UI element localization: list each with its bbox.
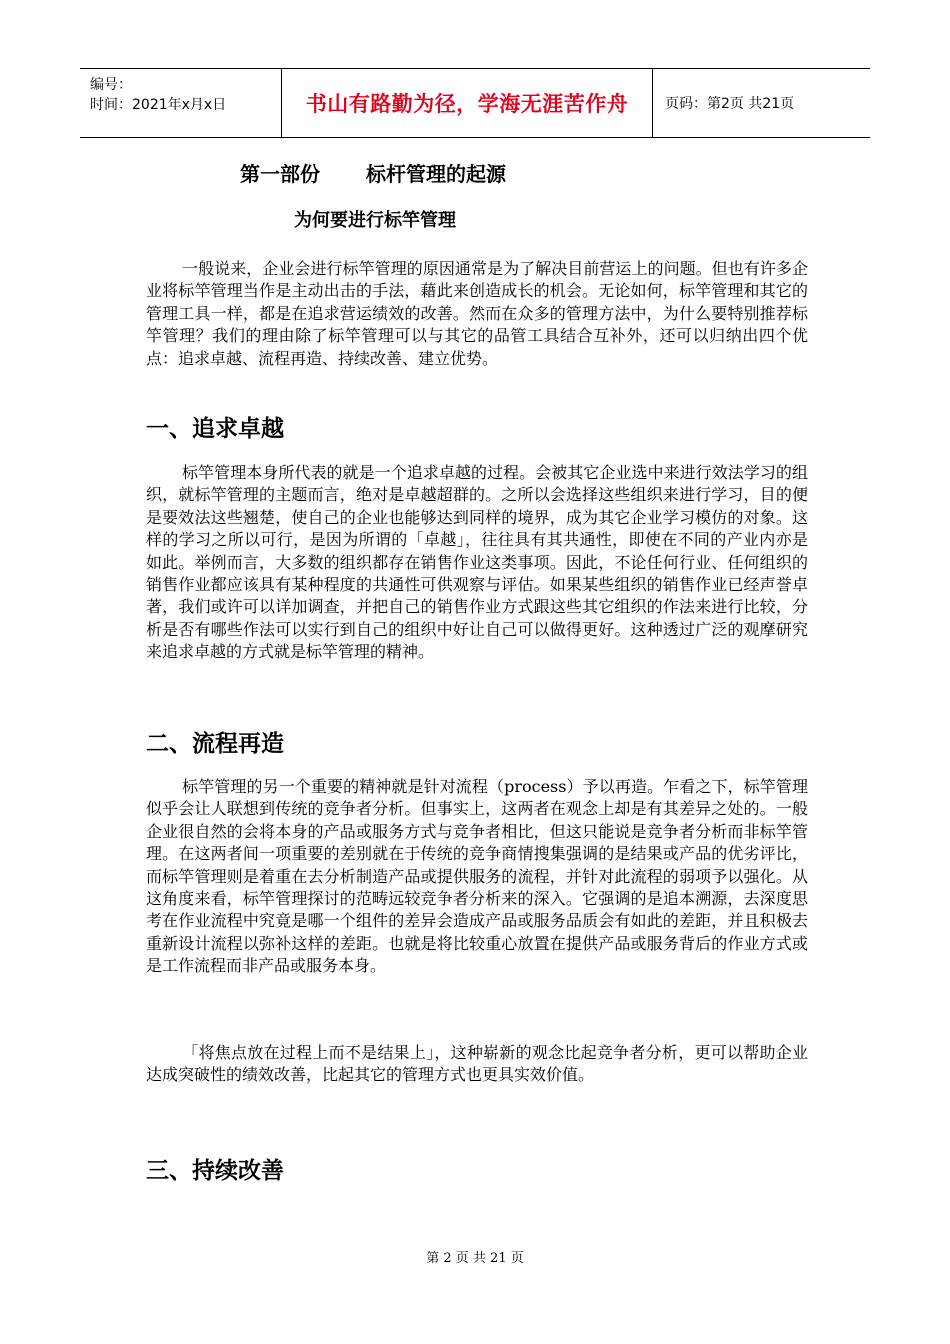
section-paragraph: 标竿管理的另一个重要的精神就是针对流程（process）予以再造。乍看之下，标竿管理似乎会让人联想到传统的竞争者分析。但事实上，这两者在观念上却是有其差异之处的。一般企业很自然的会将本身的产品或服务方式与竞争者相比，但这只能说是竞争者分析而非标竿管理。在这两者间一项重要的差别就在于传统的竞争商情搜集强调的是结果或产品的优劣评比，而标竿管理则是着重在去分析制造产品或提供服务的流程，并针对此流程的弱项予以强化。从这角度来看，标竿管理探讨的范畴远较竞争者分析来的深入。它强调的是追本溯源，去深度思考在作业流程中究竟是哪一个组件的差异会造成产品或服务品质会有如此的差距，并且积极去重新设计流程以弥补这样的差距。也就是将比较重心放置在提供产品或服务背后的作业方式或是工作流程而非产品或服务本身。: [146, 777, 808, 976]
part-number: 第一部份: [240, 162, 320, 186]
intro-paragraph: 一般说来，企业会进行标竿管理的原因通常是为了解决目前营运上的问题。但也有许多企业将标竿管理当作是主动出击的手法，藉此来创造成长的机会。无论如何，标竿管理和其它的管理工具一样，都是在追求营运绩效的改善。然而在众多的管理方法中，为什么要特别推荐标竿管理？我们的理由除了标竿管理可以与其它的品管工具结合互补外，还可以归纳出四个优点：追求卓越、流程再造、持续改善、建立优势。: [146, 259, 808, 368]
number-label: 编号：: [90, 77, 132, 93]
section-paragraph: 「将焦点放在过程上而不是结果上」，这种崭新的观念比起竞争者分析，更可以帮助企业达成突破性的绩效改善，比起其它的管理方式也更具实效价值。: [146, 1043, 808, 1085]
header-motto: 书山有路勤为径，学海无涯苦作舟: [282, 69, 653, 137]
page-header: [80, 68, 870, 138]
header-page-info: 页码：第2页 共21页: [665, 96, 795, 112]
section-paragraph: 标竿管理本身所代表的就是一个追求卓越的过程。会被其它企业选中来进行效法学习的组织，就标竿管理的主题而言，绝对是卓越超群的。之所以会选择这些组织来进行学习，目的便是要效法这些翘楚，使自己的企业也能够达到同样的境界，成为其它企业学习模仿的对象。这样的学习之所以可行，是因为所谓的「卓越」，往往具有其共通性，即使在不同的产业内亦是如此。举例而言，大多数的组织都存在销售作业这类事项。因此，不论任何行业、任何组织的销售作业都应该具有某种程度的共通性可供观察与评估。如果某些组织的销售作业已经声誉卓著，我们或许可以详加调查，并把自己的销售作业方式跟这些其它组织的作法来进行比较，分析是否有哪些作法可以实行到自己的组织中好让自己可以做得更好。这种透过广泛的观摩研究来追求卓越的方式就是标竿管理的精神。: [146, 463, 808, 662]
page-footer: 第 2 页 共 21 页: [426, 1251, 524, 1266]
part-name: 标杆管理的起源: [366, 162, 506, 186]
part-title: [240, 158, 506, 187]
header-meta: [80, 69, 282, 137]
section-heading: 三、持续改善: [146, 1158, 284, 1184]
subtitle: 为何要进行标竿管理: [294, 210, 456, 231]
section-heading: 一、追求卓越: [146, 416, 284, 442]
section-heading: 二、流程再造: [146, 731, 284, 757]
date-line: 时间：2021年x月x日: [90, 97, 227, 113]
